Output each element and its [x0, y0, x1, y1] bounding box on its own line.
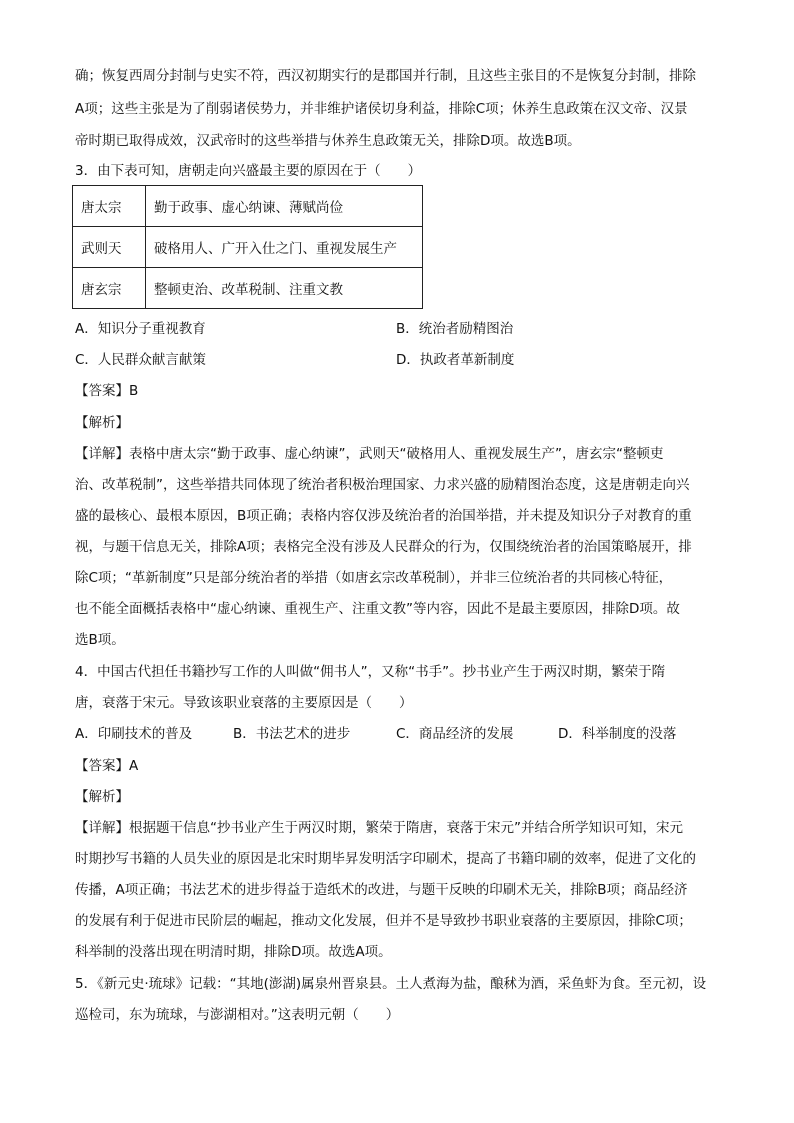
question-4-detail-line: 【详解】根据题干信息“抄书业产生于两汉时期，繁荣于隋唐，衰落于宋元”并结合所学知识可知，宋元: [75, 820, 683, 836]
question-3-detail-line: 【详解】表格中唐太宗“勤于政事、虚心纳谏”，武则天“破格用人、重视发展生产”，唐玄宗“整顿吏: [75, 446, 664, 462]
intro-line: A项；这些主张是为了削弱诸侯势力，并非维护诸侯切身利益，排除C项；休养生息政策在汉文帝、汉景: [75, 101, 688, 117]
question-3-detail-line: 除C项；“革新制度”只是部分统治者的举措（如唐玄宗改革税制），并非三位统治者的共同核心特征，: [75, 570, 673, 586]
table-cell-measures: 勤于政事、虚心纳谏、薄赋尚俭: [146, 186, 423, 227]
question-4-option-a: A．印刷技术的普及: [75, 726, 193, 742]
question-3-detail-line: 视，与题干信息无关，排除A项；表格完全没有涉及人民群众的行为，仅围绕统治者的治国策略展开，排: [75, 539, 692, 555]
table-cell-ruler: 唐玄宗: [73, 268, 146, 309]
question-4-detail-line: 的发展有利于促进市民阶层的崛起，推动文化发展，但并不是导致抄书职业衰落的主要原因，排除C项；: [75, 913, 692, 929]
question-4-analysis-label: 【解析】: [75, 789, 129, 805]
question-3-option-a: A．知识分子重视教育: [75, 321, 206, 337]
question-5-stem-line: 巡检司，东为琉球，与澎湖相对。”这表明元朝（ ）: [75, 1007, 400, 1023]
table-cell-ruler: 唐太宗: [73, 186, 146, 227]
intro-line: 确；恢复西周分封制与史实不符，西汉初期实行的是郡国并行制，且这些主张目的不是恢复分封制，排除: [75, 68, 696, 84]
table-cell-ruler: 武则天: [73, 227, 146, 268]
question-4-detail-line: 科举制的没落出现在明清时期，排除D项。故选A项。: [75, 944, 392, 960]
table-row: [73, 268, 423, 309]
question-4-option-c: C．商品经济的发展: [396, 726, 514, 742]
table-row: [73, 227, 423, 268]
table-cell-measures: 破格用人、广开入仕之门、重视发展生产: [146, 227, 423, 268]
question-4-answer: 【答案】A: [75, 758, 139, 774]
question-4-detail-line: 传播，A项正确；书法艺术的进步得益于造纸术的改进，与题干反映的印刷术无关，排除B项；商品经济: [75, 882, 688, 898]
question-4-stem-line: 4．中国古代担任书籍抄写工作的人叫做“佣书人”，又称“书手”。抄书业产生于两汉时期，繁荣于隋: [75, 664, 666, 680]
question-4-option-d: D．科举制度的没落: [558, 726, 677, 742]
question-5-stem-line: 5．《新元史·琉球》记载：“其地(澎湖)属泉州晋泉县。土人煮海为盐，酿秫为酒，采鱼虾为食。至元初，设: [75, 976, 707, 992]
question-3-answer: 【答案】B: [75, 383, 139, 399]
question-3-option-d: D．执政者革新制度: [396, 352, 515, 368]
table-row: [73, 186, 423, 227]
question-3-table: [72, 185, 423, 309]
question-3-stem: 3．由下表可知，唐朝走向兴盛最主要的原因在于（ ）: [75, 163, 422, 179]
question-3-option-b: B．统治者励精图治: [396, 321, 514, 337]
question-3-option-c: C．人民群众献言献策: [75, 352, 206, 368]
question-3-detail-line: 治、改革税制”，这些举措共同体现了统治者积极治理国家、力求兴盛的励精图治态度，这是唐朝走向兴: [75, 477, 690, 493]
question-4-stem-line: 唐，衰落于宋元。导致该职业衰落的主要原因是（ ）: [75, 695, 413, 711]
table-cell-measures: 整顿吏治、改革税制、注重文教: [146, 268, 423, 309]
question-4-option-b: B．书法艺术的进步: [233, 726, 351, 742]
question-3-analysis-label: 【解析】: [75, 415, 129, 431]
intro-line: 帝时期已取得成效，汉武帝时的这些举措与休养生息政策无关，排除D项。故选B项。: [75, 133, 581, 149]
question-3-detail-line: 盛的最核心、最根本原因，B项正确；表格内容仅涉及统治者的治国举措，并未提及知识分子对教育的重: [75, 508, 692, 524]
question-3-detail-line: 也不能全面概括表格中“虚心纳谏、重视生产、注重文教”等内容，因此不是最主要原因，排除D项。故: [75, 601, 680, 617]
question-4-detail-line: 时期抄写书籍的人员失业的原因是北宋时期毕昇发明活字印刷术，提高了书籍印刷的效率，促进了文化的: [75, 851, 696, 867]
question-3-detail-line: 选B项。: [75, 632, 125, 648]
